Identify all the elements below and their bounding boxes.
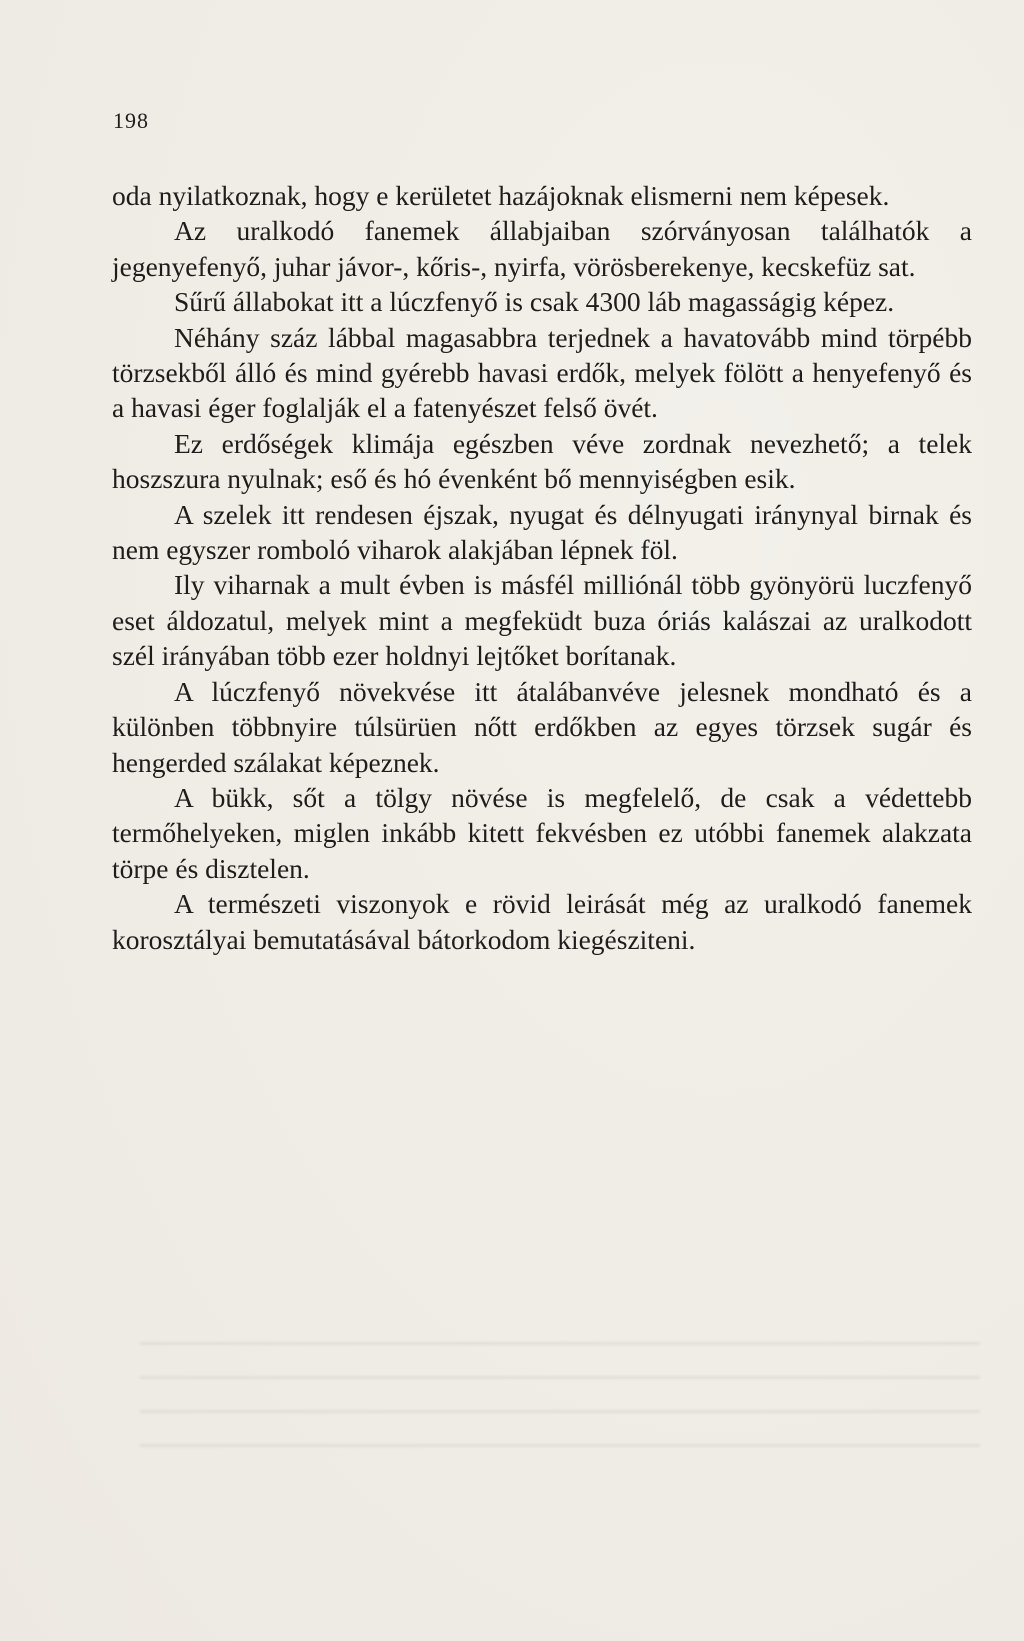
paragraph: Sűrű állabokat itt a lúczfenyő is csak 4300 láb magasságig képez. bbox=[174, 286, 895, 318]
paragraph: Ez erdőségek klimája egészben véve zordnak nevezhető; a telek hoszszura nyulnak; eső és hó évenként bő mennyiségben esik. bbox=[112, 427, 972, 495]
paragraph: Ily viharnak a mult évben is másfél milliónál több gyönyörü luczfenyő eset áldozatul, melyek mint a megfeküdt buza óriás kalászai az uralkodott szél irányában több ezer holdnyi lejtőket borítanak. bbox=[112, 569, 972, 672]
paragraph: A természeti viszonyok e rövid leirását még az uralkodó fanemek korosztályai bemutatásával bátorkodom kiegésziteni. bbox=[112, 888, 972, 955]
body-text bbox=[112, 178, 972, 957]
paragraph: A szelek itt rendesen éjszak, nyugat és délnyugati iránynyal birnak és nem egyszer romboló viharok alakjában lépnek föl. bbox=[112, 498, 972, 566]
paragraph: oda nyilatkoznak, hogy e kerületet hazájoknak elismerni nem képesek. bbox=[112, 180, 890, 211]
paragraph: A bükk, sőt a tölgy növése is megfelelő, de csak a védettebb termőhelyeken, miglen inkább kitett fekvésben ez utóbbi fanemek alakzata törpe és disztelen. bbox=[112, 781, 972, 884]
paragraph: Néhány száz lábbal magasabbra terjednek a havatovább mind törpébb törzsekből álló és mind gyérebb havasi erdők, melyek fölött a henyefenyő és a havasi éger foglalják el a fatenyészet felső övét. bbox=[112, 321, 972, 424]
page-number: 198 bbox=[113, 108, 149, 133]
paragraph: A lúczfenyő növekvése itt átalábanvéve jelesnek mondható és a különben többnyire túlsürüen nőtt erdőkben az egyes törzsek sugár és hengerded szálakat képeznek. bbox=[112, 675, 972, 778]
bleed-through-text bbox=[140, 1320, 980, 1460]
paragraph: Az uralkodó fanemek állabjaiban szórványosan találhatók a jegenyefenyő, juhar jávor-, kőris-, nyirfa, vörösberekenye, kecskefüz sat. bbox=[112, 215, 972, 282]
